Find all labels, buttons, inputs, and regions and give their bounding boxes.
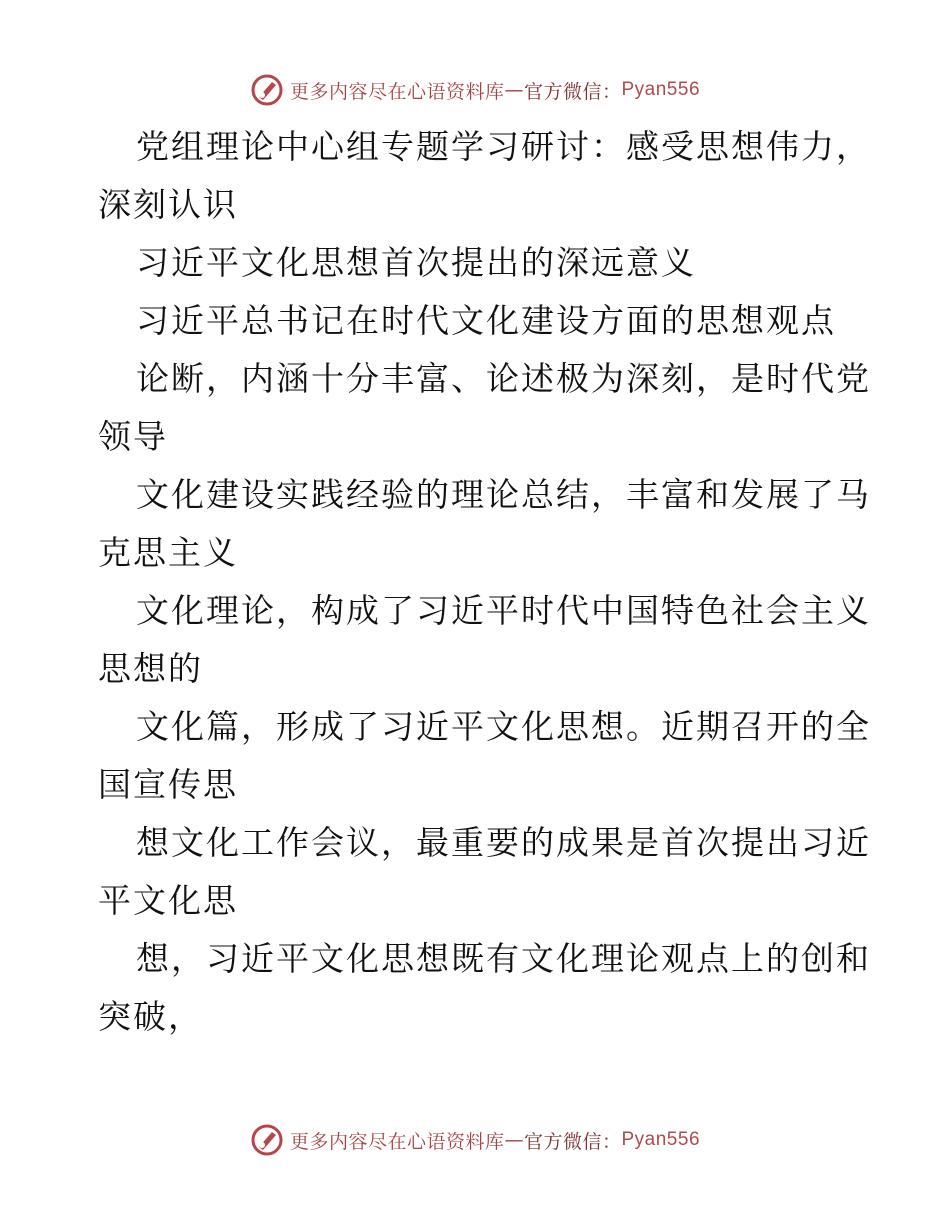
body-line: 平文化思 bbox=[98, 881, 238, 920]
banner-brand: 更多内容尽在心语资料库 bbox=[289, 80, 505, 103]
body-line: 论断，内涵十分丰富、论述极为深刻，是时代党 bbox=[136, 359, 871, 398]
pen-circle-logo-icon bbox=[250, 1123, 284, 1157]
body-line: 文化建设实践经验的理论总结，丰富和发展了马 bbox=[136, 475, 871, 514]
body-line: 克思主义 bbox=[98, 533, 238, 572]
body-line: 深刻认识 bbox=[98, 185, 238, 224]
pen-circle-logo-icon bbox=[250, 73, 284, 107]
header-banner bbox=[0, 70, 950, 110]
banner-text bbox=[290, 1127, 700, 1154]
banner-wechat-label: 官方微信： bbox=[523, 80, 622, 103]
banner-separator: — bbox=[504, 79, 524, 101]
body-line: 国宣传思 bbox=[98, 765, 238, 804]
banner-text bbox=[290, 77, 700, 104]
body-line: 习近平总书记在时代文化建设方面的思想观点 bbox=[136, 301, 836, 340]
footer-banner bbox=[0, 1120, 950, 1160]
body-line: 突破， bbox=[98, 997, 203, 1036]
body-line: 习近平文化思想首次提出的深远意义 bbox=[136, 243, 696, 282]
body-line: 党组理论中心组专题学习研讨：感受思想伟力， bbox=[136, 127, 871, 166]
banner-brand: 更多内容尽在心语资料库 bbox=[289, 1130, 505, 1153]
document-body bbox=[98, 118, 871, 1046]
banner-account: Pyan556 bbox=[621, 79, 701, 100]
banner-wechat-label: 官方微信： bbox=[523, 1130, 622, 1153]
body-line: 文化篇，形成了习近平文化思想。近期召开的全 bbox=[136, 707, 871, 746]
banner-separator: — bbox=[504, 1129, 524, 1151]
body-line: 思想的 bbox=[98, 649, 203, 688]
body-line: 文化理论，构成了习近平时代中国特色社会主义 bbox=[136, 591, 871, 630]
body-line: 想文化工作会议，最重要的成果是首次提出习近 bbox=[136, 823, 871, 862]
body-line: 想，习近平文化思想既有文化理论观点上的创和 bbox=[136, 939, 871, 978]
body-line: 领导 bbox=[98, 417, 168, 456]
banner-account: Pyan556 bbox=[621, 1129, 701, 1150]
